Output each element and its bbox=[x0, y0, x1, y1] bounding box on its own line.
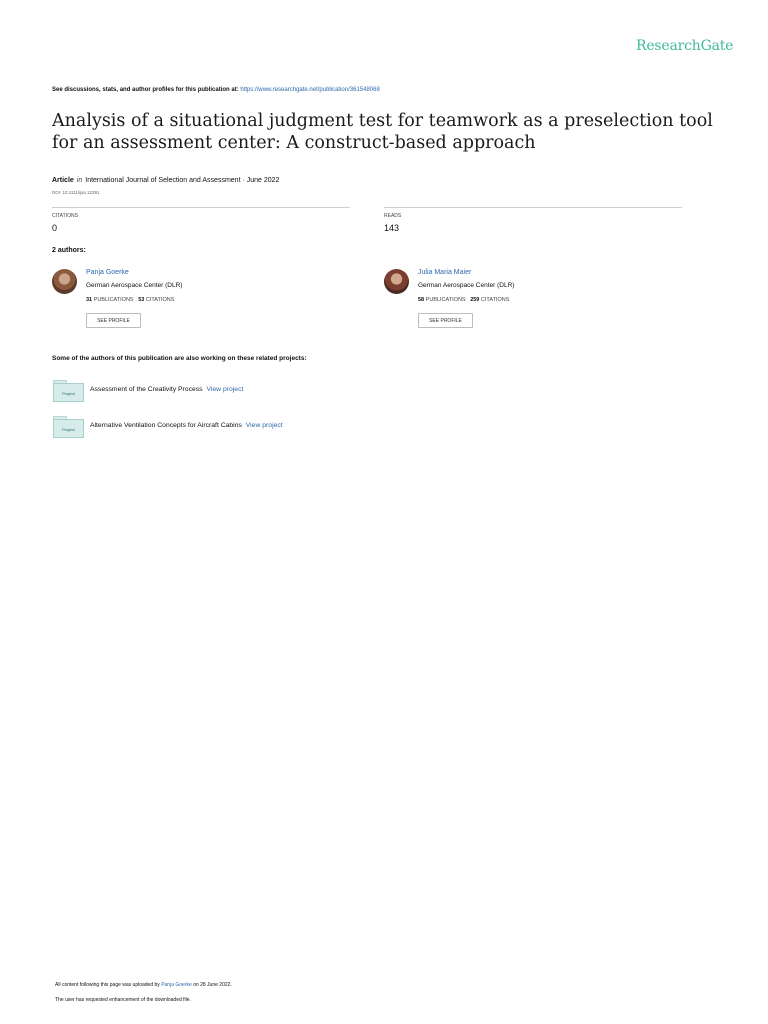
author-name-link[interactable]: Julia Maria Maier bbox=[418, 269, 472, 276]
related-projects-heading: Some of the authors of this publication are also working on these related projects: bbox=[52, 355, 307, 362]
author-stats bbox=[418, 297, 509, 303]
reads-divider bbox=[384, 207, 682, 208]
project-icon-label: Project bbox=[53, 419, 84, 438]
citations-count: 259 bbox=[470, 297, 480, 303]
see-discussions-text: See discussions, stats, and author profiles for this publication at: bbox=[52, 87, 239, 93]
view-project-link[interactable]: View project bbox=[245, 422, 283, 429]
see-profile-button[interactable]: SEE PROFILE bbox=[418, 313, 473, 328]
publication-url-link[interactable]: https://www.researchgate.net/publication/361548068 bbox=[240, 87, 380, 93]
view-project-link[interactable]: View project bbox=[206, 386, 244, 393]
project-icon-label: Project bbox=[53, 383, 84, 402]
author-card bbox=[52, 269, 352, 333]
article-meta bbox=[52, 177, 279, 184]
journal-venue: International Journal of Selection and Assessment · June 2022 bbox=[85, 177, 280, 184]
project-item bbox=[52, 416, 452, 440]
author-name-link[interactable]: Panja Goerke bbox=[86, 269, 129, 276]
author-card bbox=[384, 269, 684, 333]
uploaded-note: All content following this page was uploaded by Panja Goerke on 28 June 2022. bbox=[55, 982, 232, 988]
avatar[interactable] bbox=[52, 269, 77, 294]
avatar[interactable] bbox=[384, 269, 409, 294]
author-institution: German Aerospace Center (DLR) bbox=[418, 282, 515, 289]
see-profile-button[interactable]: SEE PROFILE bbox=[86, 313, 141, 328]
author-stats bbox=[86, 297, 174, 303]
uploader-link[interactable]: Panja Goerke bbox=[161, 982, 192, 988]
citations-label: CITATIONS bbox=[480, 297, 510, 303]
reads-value: 143 bbox=[384, 223, 400, 233]
citations-label: CITATIONS bbox=[145, 297, 175, 303]
project-title: Assessment of the Creativity Process bbox=[90, 386, 203, 393]
doi-text: DOI: 10.1111/ijsa.12391 bbox=[52, 190, 100, 195]
citations-label: CITATIONS bbox=[52, 213, 78, 219]
enhancement-note: The user has requested enhancement of the downloaded file. bbox=[55, 997, 191, 1003]
publications-label: PUBLICATIONS bbox=[93, 297, 134, 303]
authors-heading: 2 authors: bbox=[52, 247, 86, 254]
publications-label: PUBLICATIONS bbox=[425, 297, 466, 303]
reads-label: READS bbox=[384, 213, 402, 219]
profile-source-line bbox=[52, 87, 380, 93]
in-word: in bbox=[76, 177, 83, 184]
project-folder-icon bbox=[52, 416, 83, 438]
citations-count: 53 bbox=[138, 297, 145, 303]
citations-value: 0 bbox=[52, 223, 58, 233]
author-institution: German Aerospace Center (DLR) bbox=[86, 282, 183, 289]
project-title: Alternative Ventilation Concepts for Aircraft Cabins bbox=[90, 422, 242, 429]
publications-count: 31 bbox=[86, 297, 93, 303]
article-type: Article bbox=[52, 177, 74, 184]
citations-divider bbox=[52, 207, 350, 208]
project-item bbox=[52, 380, 452, 404]
project-folder-icon bbox=[52, 380, 83, 402]
article-title: Analysis of a situational judgment test for teamwork as a preselection tool for an assessment center: A construct-based approach bbox=[52, 111, 713, 153]
publications-count: 58 bbox=[418, 297, 425, 303]
researchgate-logo[interactable]: ResearchGate bbox=[636, 38, 734, 54]
